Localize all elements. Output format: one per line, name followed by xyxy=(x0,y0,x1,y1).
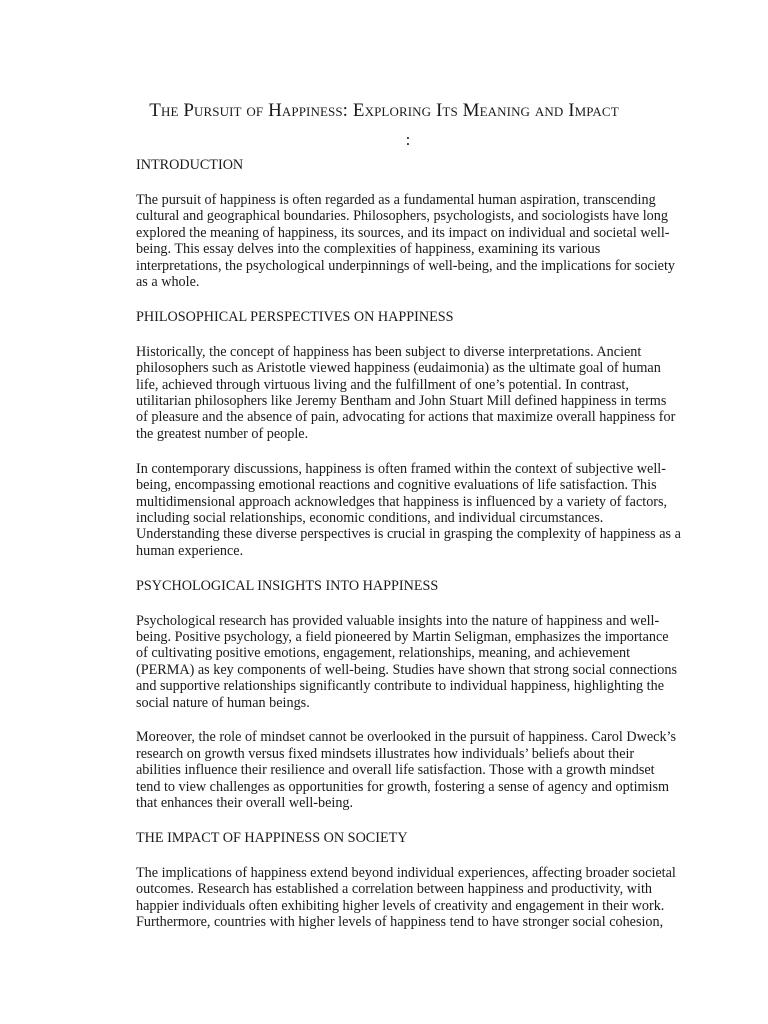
section-heading: PSYCHOLOGICAL INSIGHTS INTO HAPPINESS xyxy=(136,577,439,594)
paragraph: Psychological research has provided valuable insights into the nature of happiness and well-being. Positive psychology, a field pioneered by Martin Seligman, emphasizes the importance of cultivating positive emotions, engagement, relationships, meaning, and achievement (PERMA) as key components of well-being. Studies have shown that strong social connections and supportive relationships significantly contribute to individual happiness, highlighting the social nature of human beings. xyxy=(136,612,678,711)
section-heading: INTRODUCTION xyxy=(136,157,244,173)
document-title: The Pursuit of Happiness: Exploring Its Meaning and Impact xyxy=(149,100,619,121)
paragraph: The implications of happiness extend beyond individual experiences, affecting broader societal outcomes. Research has established a correlation between happiness and productivity, with happier individuals often exhibiting higher levels of creativity and engagement in their work. Furthermore, countries with higher levels of happiness tend to have stronger social cohesion, xyxy=(136,864,676,931)
section-psychological-insights xyxy=(136,578,681,812)
paragraph: The pursuit of happiness is often regarded as a fundamental human aspiration, transcending cultural and geographical boundaries. Philosophers, psychologists, and sociologists have long explored the meaning of happiness, its sources, and its impact on individual and societal well-being. This essay delves into the complexities of happiness, examining its various interpretations, the psychological underpinnings of well-being, and the implications for society as a whole. xyxy=(136,191,675,290)
paragraph: Moreover, the role of mindset cannot be overlooked in the pursuit of happiness. Carol Dweck’s research on growth versus fixed mindsets illustrates how individuals’ beliefs about their abilities influence their resilience and overall life satisfaction. Those with a growth mindset tend to view challenges as opportunities for growth, fostering a sense of agency and optimism that enhances their overall well-being. xyxy=(136,729,676,812)
paragraph: Historically, the concept of happiness has been subject to diverse interpretations. Ancient philosophers such as Aristotle viewed happiness (eudaimonia) as the ultimate goal of human life, achieved through virtuous living and the fulfillment of one’s potential. In contrast, utilitarian philosophers like Jeremy Bentham and John Stuart Mill defined happiness in terms of pleasure and the absence of pain, advocating for actions that maximize overall happiness for the greatest number of people. xyxy=(136,343,676,442)
section-heading: THE IMPACT OF HAPPINESS ON SOCIETY xyxy=(136,830,408,846)
section-philosophical-perspectives xyxy=(136,309,681,559)
section-impact-on-society xyxy=(136,830,681,931)
title-colon: : xyxy=(405,130,411,149)
paragraph: In contemporary discussions, happiness is often framed within the context of subjective well-being, encompassing emotional reactions and cognitive evaluations of life satisfaction. This multidimensional approach acknowledges that happiness is influenced by a variety of factors, including social relationships, economic conditions, and individual circumstances. Understanding these diverse perspectives is crucial in grasping the complexity of happiness as a human experience. xyxy=(136,460,681,559)
section-introduction xyxy=(136,157,681,290)
document-body xyxy=(136,157,681,949)
section-heading: PHILOSOPHICAL PERSPECTIVES ON HAPPINESS xyxy=(136,308,454,325)
